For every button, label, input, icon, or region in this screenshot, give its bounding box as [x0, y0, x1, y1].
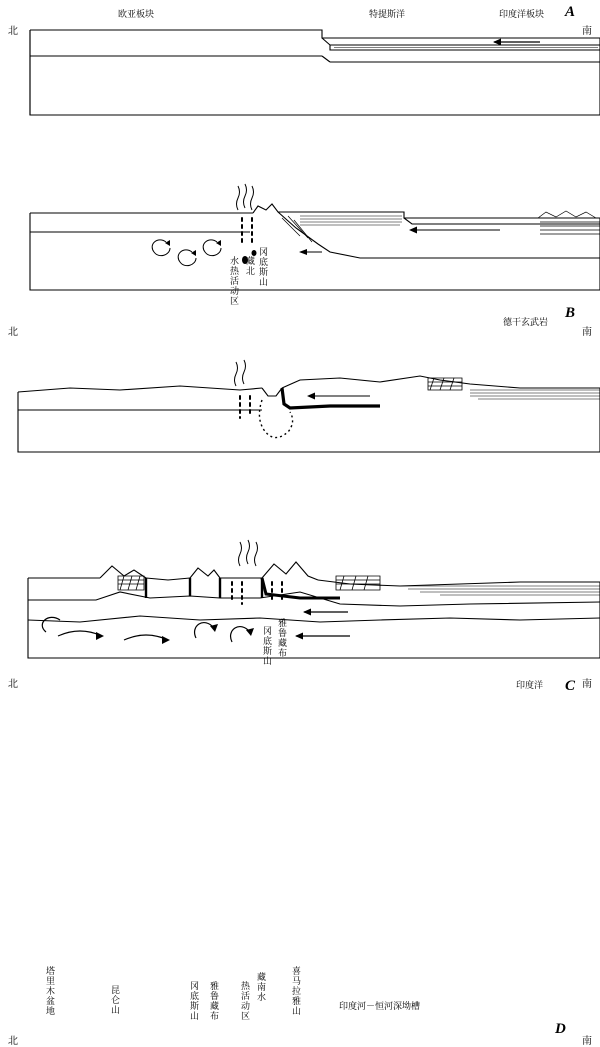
label-kunlun: 昆仑山 — [110, 985, 120, 1015]
label-hydrothermal-active-zone-d: 热活动区 — [240, 981, 250, 1021]
panel-c-diagram — [0, 300, 600, 465]
panel-b-diagram — [0, 120, 600, 295]
panel-a-diagram — [0, 0, 600, 130]
hydrothermal-plume-icon — [235, 360, 246, 386]
label-hydrothermal-active-zone-b: 水热活动区 — [229, 256, 239, 306]
label-tethys-ocean: 特提斯洋 — [369, 9, 406, 19]
label-tarim-basin: 塔里木盆地 — [45, 966, 55, 1016]
label-north-tibet: 藏北 — [245, 256, 255, 276]
label-gangdise-d: 冈底斯山 — [189, 981, 199, 1021]
label-gangdise-b: 冈底斯山 — [258, 247, 268, 287]
panel-d-letter: D — [555, 1021, 566, 1037]
panel-a-letter: A — [565, 4, 576, 20]
label-yarlung-zangbo-d: 雅鲁藏布 — [209, 981, 219, 1021]
panel-b — [0, 120, 600, 338]
panel-c-letter: C — [565, 678, 576, 694]
label-eurasian-plate: 欧亚板块 — [118, 9, 155, 19]
panel-c — [0, 300, 600, 694]
panel-d-direction-right: 南 — [582, 1036, 592, 1047]
label-southern-tibet-water: 藏南水 — [256, 972, 266, 1002]
panel-a — [0, 0, 600, 130]
label-yarlung-zangbo-c: 雅鲁藏布 — [277, 618, 287, 658]
panel-d-direction-left: 北 — [8, 1036, 18, 1047]
panel-c-direction-left: 北 — [8, 679, 18, 690]
label-himalaya: 喜马拉雅山 — [291, 966, 301, 1016]
hydrothermal-plume-icon — [239, 540, 258, 566]
panel-b-direction-left: 北 — [8, 327, 18, 338]
panel-a-direction-right: 南 — [582, 26, 592, 37]
label-gangdise-c: 冈底斯山 — [262, 626, 272, 666]
hydrothermal-plume-icon — [237, 184, 254, 210]
panel-d-diagram — [0, 470, 600, 670]
panel-b-direction-right: 南 — [582, 327, 592, 338]
panel-a-direction-left: 北 — [8, 26, 18, 37]
panel-c-direction-right: 南 — [582, 679, 592, 690]
label-indian-ocean-c: 印度洋 — [516, 680, 544, 690]
label-deccan-basalt: 德干玄武岩 — [503, 317, 549, 327]
label-indus-ganges-trough: 印度河－恒河深坳槽 — [339, 1001, 421, 1011]
label-indian-ocean-plate: 印度洋板块 — [499, 9, 545, 19]
panel-b-letter: B — [565, 305, 576, 321]
